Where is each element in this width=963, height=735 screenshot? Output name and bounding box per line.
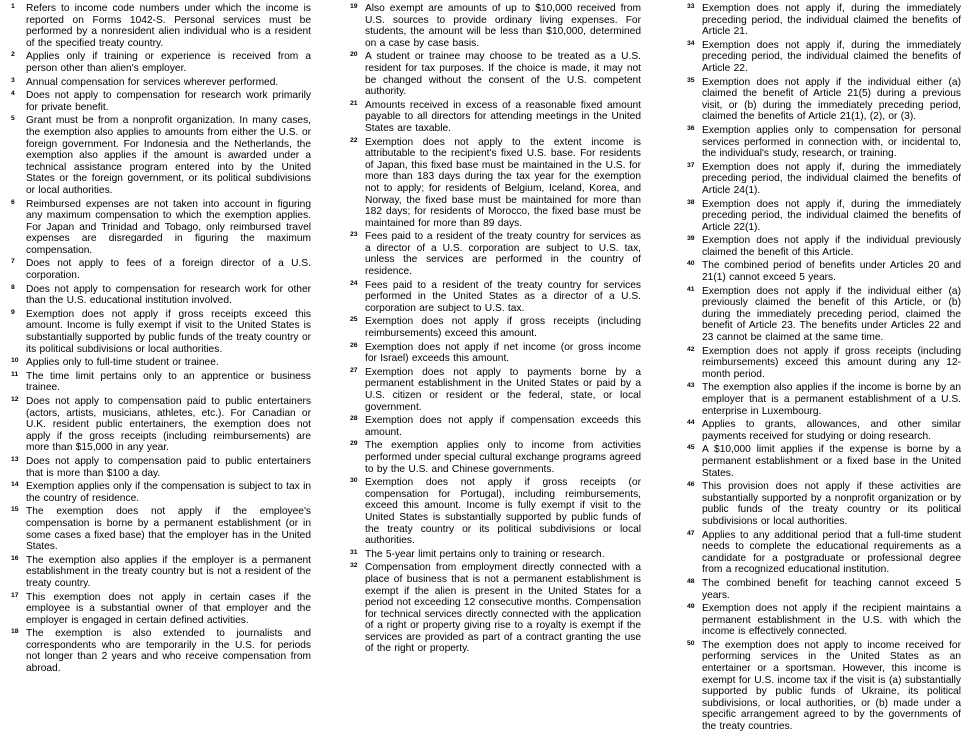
footnote-text: Exemption does not apply if the individual either (a) previously claimed the benefit of this Article, or (b) during the immediately preceding period, claimed the benefit of Article 23. The benefits under Articles 22 and 23 cannot be claimed at the same time. <box>702 285 961 344</box>
footnote-number: 40 <box>687 260 695 268</box>
footnote-text: Does not apply to compensation paid to public entertainers (actors, artists, musicians, athletes, etc.). For Canadian or U.K. resident public entertainers, the exemption does not apply if the gross receipts (including reimbursements) are more than $15,000 in any year. <box>26 396 311 454</box>
footnote-item <box>8 506 311 552</box>
footnote-text: Exemption does not apply to the extent income is attributable to the recipient's fixed U.S. base. For residents of Japan, this fixed base must be maintained in the U.S. for more than 183 days during the tax year for the exemption not to apply; for residents of Belgium, Iceland, Korea, and Norway, the fixed base must be maintained for more than 182 days; for residents of Morocco, the fixed base must be maintained for more than 89 days. <box>365 136 641 229</box>
footnote-item <box>347 280 641 315</box>
footnote-text: Also exempt are amounts of up to $10,000 received from U.S. sources to provide ordinary living expenses. For students, the amount will be less than $10,000, determined on a case by case basis. <box>365 3 641 49</box>
footnote-item <box>8 592 311 627</box>
footnote-number: 47 <box>687 529 695 537</box>
footnote-number: 2 <box>11 51 15 59</box>
footnote-text: The combined period of benefits under Articles 20 and 21(1) cannot exceed 5 years. <box>702 260 961 284</box>
footnote-text: Does not apply to compensation for research work primarily for private benefit. <box>26 90 311 113</box>
footnote-text: Applies to grants, allowances, and other similar payments received for studying or doing research. <box>702 419 961 442</box>
footnote-number: 38 <box>687 198 695 206</box>
footnote-item <box>684 444 961 479</box>
footnote-item <box>684 77 961 123</box>
footnote-item <box>684 530 961 576</box>
footnote-item <box>347 231 641 277</box>
footnote-text: The exemption is also extended to journalists and correspondents who are temporarily in the U.S. for periods not longer than 2 years and who receive compensation from abroad. <box>26 628 311 675</box>
footnote-number: 44 <box>687 419 695 427</box>
footnote-text: Exemption applies only to compensation for personal services performed in connection with, or incidental to, the individual's study, research, or training. <box>702 124 961 160</box>
footnote-number: 30 <box>350 477 358 485</box>
footnote-text: Exemption does not apply if compensation exceeds this amount. <box>365 415 641 438</box>
footnote-item <box>684 199 961 234</box>
footnote-item <box>347 316 641 339</box>
footnote-number: 3 <box>11 76 15 84</box>
footnote-number: 32 <box>350 562 358 570</box>
footnote-text: Reimbursed expenses are not taken into account in figuring any maximum compensation to which the exemption applies. For Japan and Trinidad and Tobago, only reimbursed travel expenses are disregarded in figuring the maximum compensation. <box>26 198 311 256</box>
footnote-text: Fees paid to a resident of the treaty country for services performed in the United States as a director of a U.S. corporation are subject to U.S. tax. <box>365 279 641 314</box>
footnote-number: 1 <box>11 3 15 10</box>
footnote-number: 34 <box>687 39 695 47</box>
footnote-item <box>347 3 641 49</box>
footnote-item <box>684 640 961 733</box>
footnote-item <box>347 367 641 413</box>
footnote-text: Grant must be from a nonprofit organization. In many cases, the exemption also applies to amounts from either the U.S. or foreign government. For Indonesia and the Netherlands, the exemption also applies if the amount is awarded under a technical assistance program entered into by the United States or the foreign government, or its political subdivisions or local authorities. <box>26 115 311 196</box>
footnote-number: 45 <box>687 444 695 452</box>
footnote-text: Annual compensation for services wherever performed. <box>26 76 279 88</box>
footnote-text: Exemption does not apply if the individual either (a) claimed the benefit of Article 21(5) during a previous visit, or (b) during the immediately preceding period, claimed the benefits of Article 21(1), (2), or (3). <box>702 76 961 123</box>
footnote-item <box>8 357 311 369</box>
footnote-number: 4 <box>11 90 15 98</box>
footnote-item <box>684 235 961 258</box>
footnote-text: A student or trainee may choose to be treated as a U.S. resident for tax purposes. If the choice is made, it may not be changed without the consent of the U.S. competent authority. <box>365 51 641 98</box>
footnote-number: 8 <box>11 283 15 291</box>
footnote-column-2 <box>347 3 641 657</box>
footnote-text: The exemption does not apply if the employee's compensation is borne by a permanent establishment (or in some cases a fixed base) that the employer has in the United States. <box>26 506 311 553</box>
footnote-number: 50 <box>687 639 695 647</box>
footnote-number: 24 <box>350 279 358 287</box>
footnote-item <box>8 456 311 479</box>
footnote-text: Exemption does not apply if, during the immediately preceding period, the individual claimed the benefits of Article 21. <box>702 3 961 38</box>
footnote-text: Exemption does not apply if net income (or gross income for Israel) exceeds this amount. <box>365 341 641 365</box>
footnote-number: 13 <box>11 455 19 463</box>
footnote-text: Amounts received in excess of a reasonable fixed amount payable to all directors for attending meetings in the United States are taxable. <box>365 99 641 134</box>
footnote-item <box>684 346 961 381</box>
footnote-item <box>684 286 961 344</box>
footnote-item <box>684 578 961 601</box>
footnote-item <box>8 628 311 674</box>
footnote-text: Applies only to full-time student or trainee. <box>26 357 219 369</box>
footnote-number: 49 <box>687 603 695 611</box>
footnote-number: 43 <box>687 382 695 390</box>
footnote-number: 10 <box>11 357 19 365</box>
footnote-text: Exemption does not apply if gross receipts (or compensation for Portugal), including reimbursements, exceed this amount. Income is fully exempt if visit to the United States is substantially supported by public funds of the treaty country or its political subdivisions or local authorities. <box>365 477 641 547</box>
footnote-item <box>347 477 641 547</box>
footnote-item <box>8 396 311 454</box>
footnote-text: Refers to income code numbers under which the income is reported on Forms 1042-S. Personal services must be performed by a nonresident alien individual who is a resident of the specified treaty country. <box>26 3 311 49</box>
footnote-number: 28 <box>350 415 358 423</box>
footnote-item <box>347 137 641 230</box>
footnote-number: 14 <box>11 481 19 489</box>
footnote-item <box>8 481 311 504</box>
footnote-item <box>347 549 641 561</box>
footnote-item <box>8 555 311 590</box>
footnote-number: 5 <box>11 115 15 123</box>
footnote-number: 7 <box>11 258 15 266</box>
footnote-number: 46 <box>687 481 695 489</box>
footnote-number: 17 <box>11 591 19 599</box>
footnote-text: The exemption also applies if the employer is a permanent establishment in the treaty country but is not a resident of the treaty country. <box>26 554 311 589</box>
footnote-text: The exemption also applies if the income is borne by an employer that is a permanent establishment of a U.S. enterprise in Luxembourg. <box>702 382 961 417</box>
footnote-item <box>684 603 961 638</box>
footnote-text: The combined benefit for teaching cannot exceed 5 years. <box>702 577 961 601</box>
footnote-item <box>8 115 311 196</box>
footnote-text: Does not apply to compensation for research work for other than the U.S. educational institution involved. <box>26 283 311 307</box>
footnote-text: The exemption applies only to income from activities performed under special cultural exchange programs agreed to by the U.S. and Chinese governments. <box>365 440 641 475</box>
footnote-item <box>347 415 641 438</box>
footnote-item <box>8 3 311 49</box>
footnote-number: 39 <box>687 235 695 243</box>
footnote-item <box>347 100 641 135</box>
footnote-text: The time limit pertains only to an apprentice or business trainee. <box>26 370 311 394</box>
footnote-text: Exemption applies only if the compensation is subject to tax in the country of residence. <box>26 481 311 504</box>
footnote-number: 33 <box>687 3 695 10</box>
footnote-item <box>684 3 961 38</box>
footnote-item <box>347 51 641 97</box>
footnote-item <box>8 284 311 307</box>
footnote-text: Does not apply to fees of a foreign director of a U.S. corporation. <box>26 258 311 282</box>
footnote-number: 36 <box>687 124 695 132</box>
footnote-text: The exemption does not apply to income received for performing services in the United States as an entertainer or a sportsman. However, this income is exempt for U.S. income tax if the visit is (a) substantially supported by public funds of Ukraine, its political subdivisions, or local authorities, or (b) made under a specific arrangement agreed to by the governments of the treaty countries. <box>702 639 961 733</box>
footnote-number: 19 <box>350 3 358 10</box>
footnote-number: 15 <box>11 506 19 514</box>
footnote-item <box>684 419 961 442</box>
footnote-number: 6 <box>11 198 15 206</box>
footnote-text: Compensation from employment directly connected with a place of business that is not a permanent establishment is exempt if the alien is present in the United States for a period not exceeding 12 consecutive months. Compensation for technical services directly connected with the application of a right or property giving rise to a royalty is exempt if the services are provided as part of a contract granting the use of the right or property. <box>365 562 641 655</box>
footnote-text: Applies only if training or experience is received from a person other than alien's employer. <box>26 51 311 74</box>
footnote-text: Fees paid to a resident of the treaty country for services as a director of a U.S. corporation are subject to U.S. tax, unless the services are performed in the country of residence. <box>365 231 641 278</box>
footnote-item <box>8 258 311 281</box>
footnote-column-1 <box>8 3 311 677</box>
footnote-item <box>347 562 641 655</box>
footnote-text: Exemption does not apply to payments borne by a permanent establishment in the United States or paid by a U.S. citizen or resident or the federal, state, or local government. <box>365 366 641 413</box>
footnote-number: 20 <box>350 51 358 59</box>
footnote-number: 16 <box>11 554 19 562</box>
footnote-number: 25 <box>350 316 358 324</box>
footnote-column-3 <box>684 3 961 735</box>
footnote-text: This exemption does not apply in certain cases if the employee is a substantial owner of that employer and the employer is engaged in certain defined activities. <box>26 591 311 626</box>
footnote-text: Exemption does not apply if gross receipts exceed this amount. Income is fully exempt if visit to the United States is substantially supported by public funds of the treaty country or its political subdivisions or local authorities. <box>26 308 311 355</box>
footnote-item <box>8 199 311 257</box>
footnote-item <box>8 371 311 394</box>
footnote-number: 22 <box>350 136 358 144</box>
footnote-number: 26 <box>350 341 358 349</box>
footnote-text: Applies to any additional period that a full-time student needs to complete the educational requirements as a candidate for a postgraduate or professional degree from a recognized educational institution. <box>702 529 961 576</box>
footnote-item <box>684 125 961 160</box>
footnote-number: 11 <box>11 370 19 378</box>
footnote-number: 27 <box>350 366 358 374</box>
footnote-text: Exemption does not apply if the individual previously claimed the benefit of this Article. <box>702 235 961 258</box>
footnote-text: A $10,000 limit applies if the expense is borne by a permanent establishment or a fixed base in the United States. <box>702 444 961 479</box>
footnote-text: Exemption does not apply if gross receipts (including reimbursements) exceed this amount during any 12-month period. <box>702 345 961 380</box>
footnote-text: This provision does not apply if these activities are substantially supported by a nonprofit organization or by public funds of the treaty country or its political subdivisions or local authorities. <box>702 481 961 527</box>
footnote-text: Does not apply to compensation paid to public entertainers that is more than $100 a day. <box>26 455 311 479</box>
footnote-text: Exemption does not apply if gross receipts (including reimbursements) exceed this amount. <box>365 316 641 340</box>
footnote-item <box>8 77 311 89</box>
footnote-number: 42 <box>687 345 695 353</box>
footnote-number: 37 <box>687 161 695 169</box>
footnote-item <box>8 90 311 113</box>
footnote-number: 21 <box>350 99 358 107</box>
footnote-text: Exemption does not apply if the recipient maintains a permanent establishment in the U.S. with which the income is effectively connected. <box>702 603 961 638</box>
footnote-text: Exemption does not apply if, during the immediately preceding period, the individual claimed the benefits of Article 22(1). <box>702 198 961 233</box>
footnote-number: 41 <box>687 285 695 293</box>
footnote-number: 23 <box>350 231 358 239</box>
footnote-number: 31 <box>350 548 358 556</box>
footnote-text: Exemption does not apply if, during the immediately preceding period, the individual claimed the benefits of Article 22. <box>702 39 961 74</box>
footnote-item <box>684 382 961 417</box>
footnote-text: The 5-year limit pertains only to training or research. <box>365 548 605 560</box>
footnote-number: 48 <box>687 577 695 585</box>
footnote-item <box>8 51 311 74</box>
footnote-item <box>684 260 961 283</box>
footnote-item <box>347 342 641 365</box>
footnote-item <box>684 40 961 75</box>
footnote-number: 35 <box>687 76 695 84</box>
footnote-number: 29 <box>350 440 358 448</box>
footnote-item <box>347 440 641 475</box>
footnote-number: 12 <box>11 396 19 403</box>
footnote-item <box>8 309 311 355</box>
footnote-item <box>684 162 961 197</box>
footnote-item <box>684 481 961 527</box>
footnote-number: 18 <box>11 628 19 636</box>
footnote-text: Exemption does not apply if, during the immediately preceding period, the individual claimed the benefits of Article 24(1). <box>702 161 961 196</box>
footnote-number: 9 <box>11 308 15 316</box>
